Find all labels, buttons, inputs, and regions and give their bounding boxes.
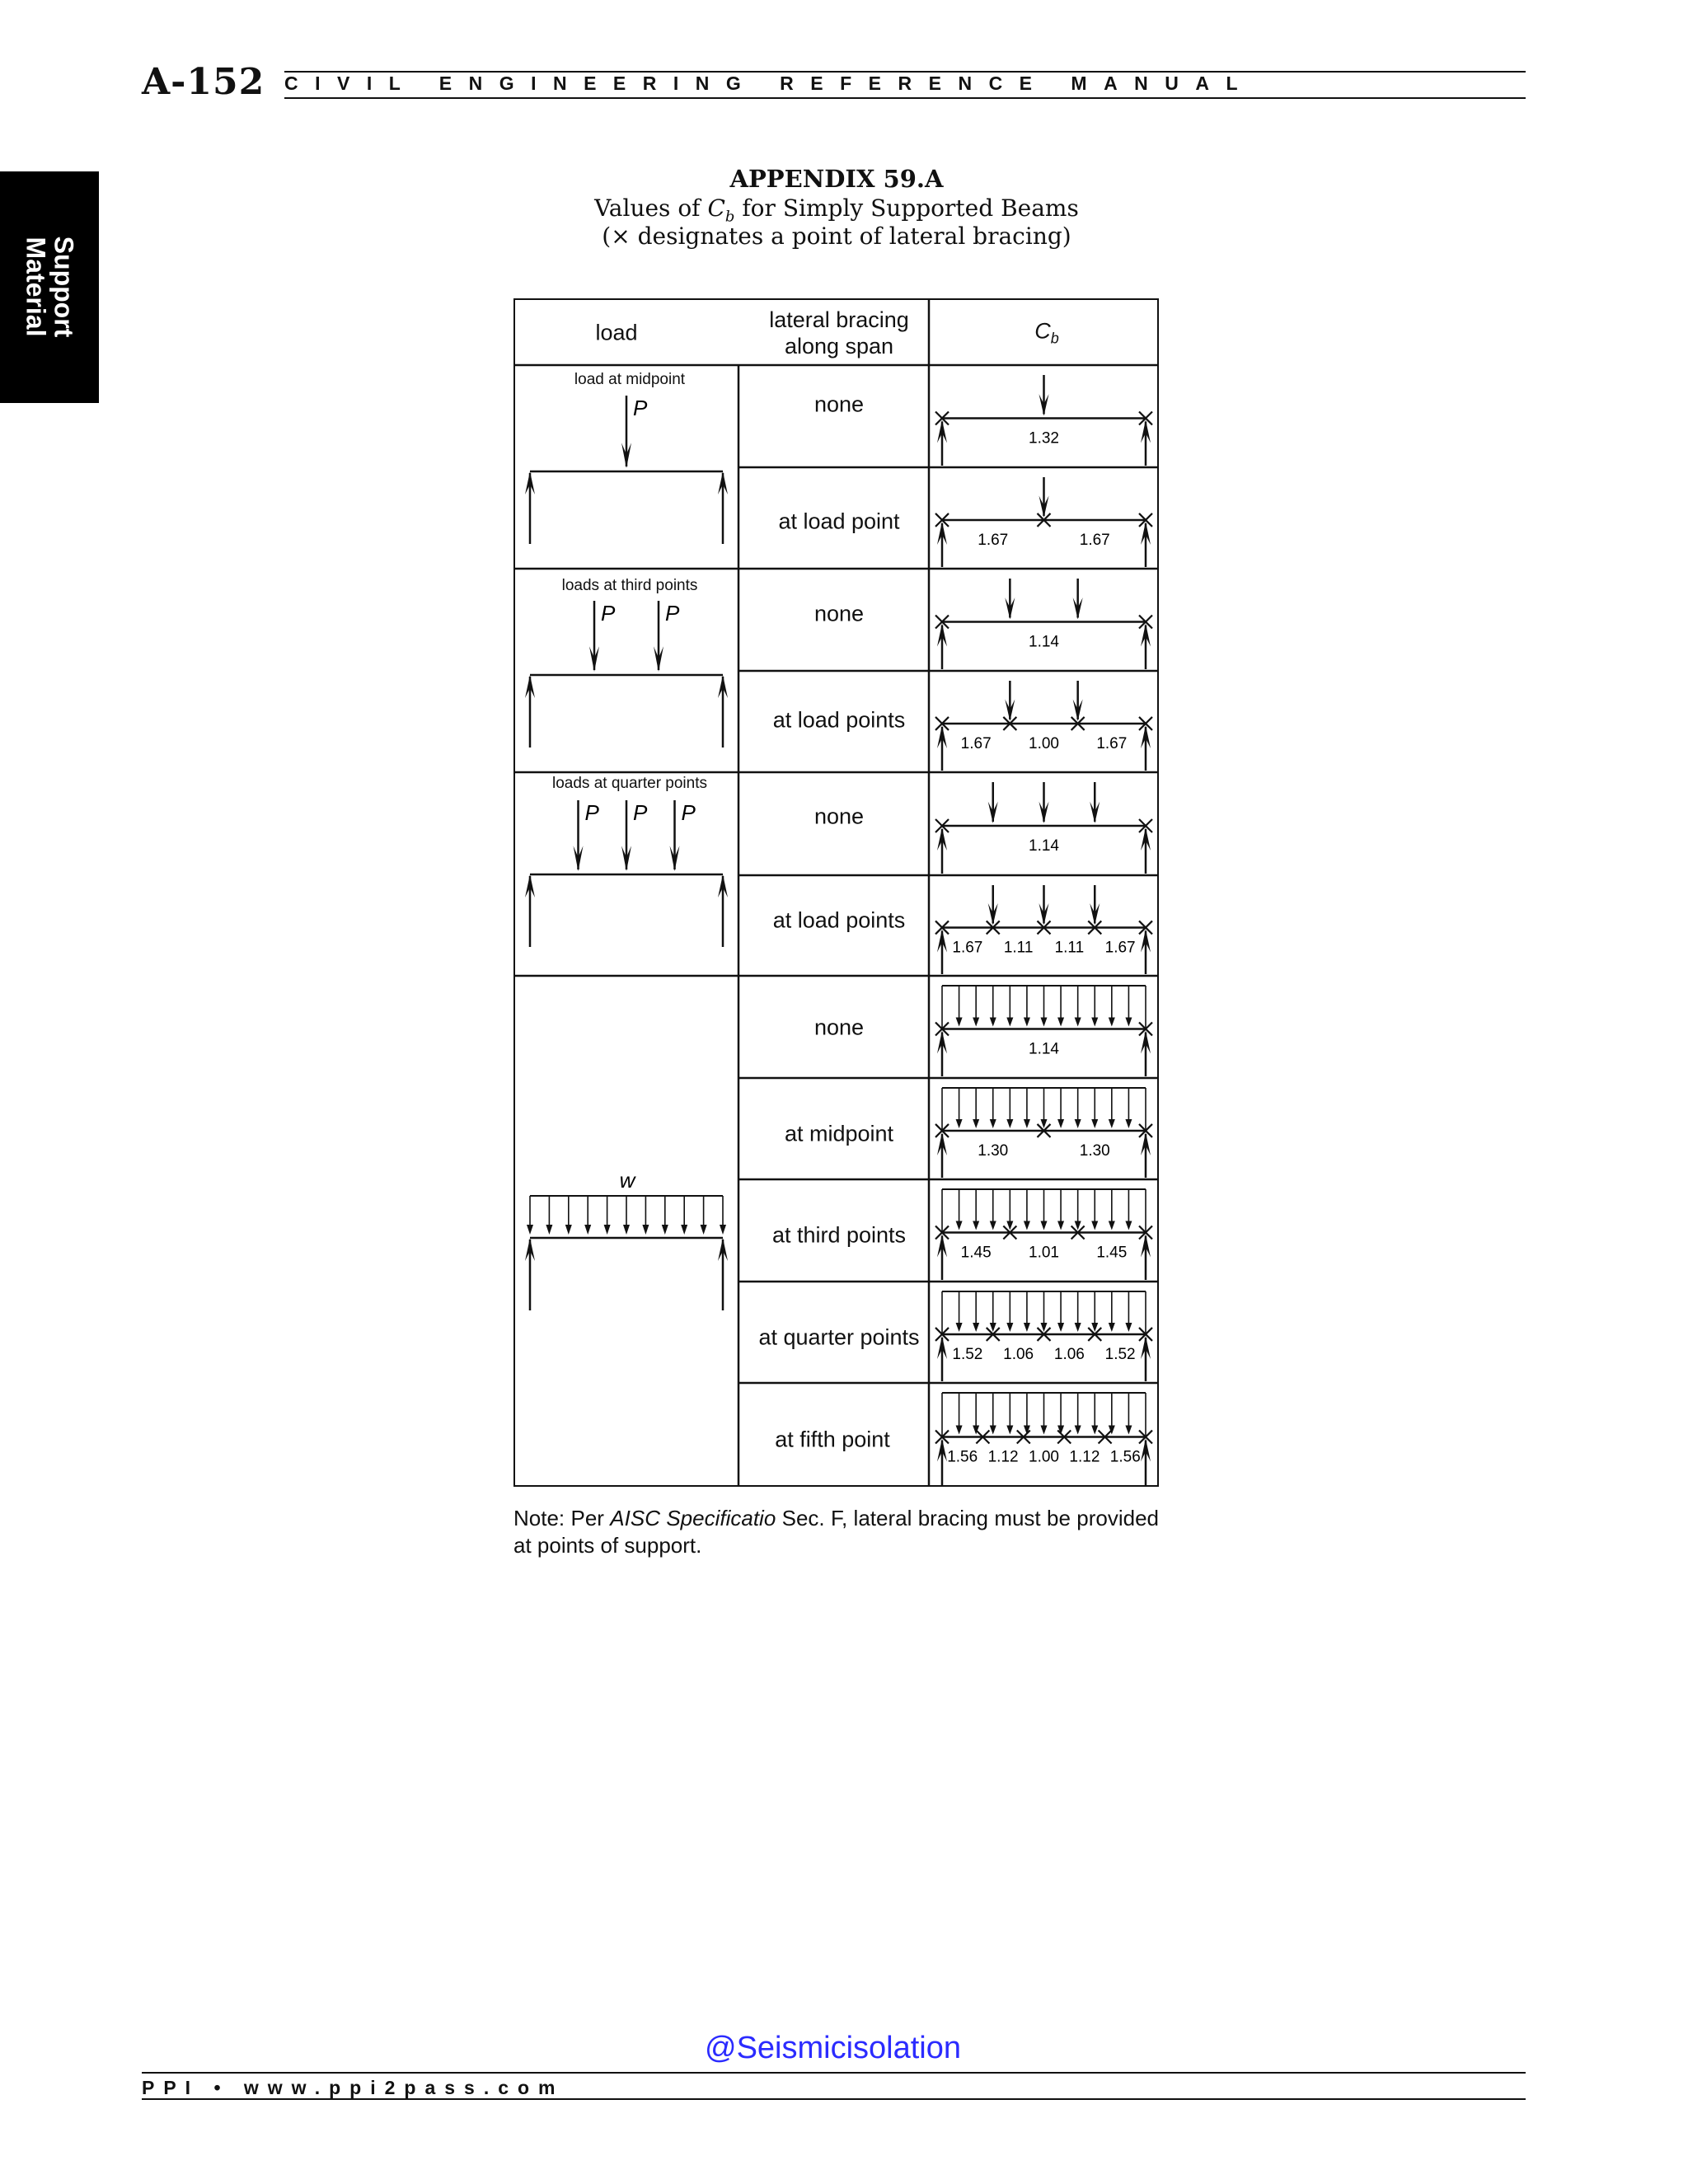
page-number: A-152 <box>142 61 265 103</box>
side-tab-label <box>21 237 77 338</box>
distributed-load-arrow-head <box>955 1425 962 1434</box>
running-header: CIVIL ENGINEERING REFERENCE MANUAL <box>284 73 1255 94</box>
cb-value: 1.30 <box>1079 1141 1110 1160</box>
bracing-label: at fifth point <box>775 1427 890 1452</box>
cb-value: 1.56 <box>946 1448 978 1466</box>
cb-value: 1.67 <box>977 531 1008 549</box>
distributed-load-arrow-head <box>1125 1221 1132 1230</box>
distributed-load-arrow-head <box>955 1017 962 1026</box>
load-symbol: P <box>664 600 679 626</box>
cb-value: 1.12 <box>987 1448 1019 1466</box>
cb-value: 1.00 <box>1028 1448 1059 1466</box>
appendix-subtitle <box>495 194 1179 226</box>
distributed-load-arrow-head <box>720 1225 726 1235</box>
distributed-load-arrow-head <box>1040 1017 1047 1026</box>
distributed-load-arrow-head <box>623 1225 630 1235</box>
distributed-load-arrow-head <box>1125 1425 1132 1434</box>
distributed-load-arrow-head <box>1057 1017 1064 1026</box>
distributed-load-arrow-head <box>546 1225 552 1235</box>
distributed-load-arrow-head <box>1040 1221 1047 1230</box>
distributed-load-arrow-head <box>1091 1118 1098 1127</box>
bracing-label: at quarter points <box>758 1324 920 1350</box>
distributed-load-arrow-head <box>989 1322 996 1331</box>
cb-value: 1.00 <box>1028 734 1059 752</box>
distributed-load-arrow-head <box>565 1225 571 1235</box>
cb-value: 1.45 <box>960 1243 992 1261</box>
cb-value: 1.45 <box>1095 1243 1127 1261</box>
bracing-label: at load points <box>772 707 906 733</box>
distributed-load-arrow-head <box>1074 1017 1081 1026</box>
distributed-load-arrow-head <box>1074 1221 1081 1230</box>
subtitle-prefix: Values of <box>594 194 708 222</box>
side-tab-line1: Support <box>49 236 79 338</box>
subtitle-suffix: for Simply Supported Beams <box>734 194 1079 222</box>
bracing-label: none <box>814 804 865 829</box>
cb-table <box>513 298 1159 1487</box>
distributed-load-arrow-head <box>989 1017 996 1026</box>
bracing-label: at load points <box>772 907 906 933</box>
distributed-load-arrow-head <box>1074 1118 1081 1127</box>
distributed-load-arrow-head <box>989 1221 996 1230</box>
cb-value: 1.67 <box>1104 938 1136 956</box>
distributed-load-arrow-head <box>1006 1425 1013 1434</box>
footer: PPI • www.ppi2pass.com <box>142 2077 565 2098</box>
distributed-load-arrow-head <box>1074 1322 1081 1331</box>
subtitle-symbol: C <box>707 194 725 222</box>
load-case-label: load at midpoint <box>574 371 686 388</box>
load-case-label: loads at quarter points <box>551 775 708 792</box>
distributed-load-arrow-head <box>1125 1322 1132 1331</box>
distributed-load-arrow-head <box>989 1425 996 1434</box>
cb-value: 1.52 <box>1104 1345 1136 1363</box>
distributed-load-arrow-head <box>603 1225 610 1235</box>
distributed-load-arrow-head <box>973 1017 979 1026</box>
header-load: load <box>595 320 638 345</box>
cb-value: 1.11 <box>1003 938 1033 956</box>
distributed-load-arrow-head <box>955 1322 962 1331</box>
distributed-load-arrow-head <box>955 1118 962 1127</box>
distributed-load-arrow-head <box>989 1118 996 1127</box>
cb-value: 1.52 <box>951 1345 982 1363</box>
cb-value: 1.06 <box>1053 1345 1085 1363</box>
appendix-subtitle-2: (× designates a point of lateral bracing) <box>602 223 1071 250</box>
distributed-load-arrow-head <box>681 1225 687 1235</box>
load-case-label: loads at third points <box>561 577 698 594</box>
cb-value: 1.14 <box>1028 1039 1059 1057</box>
distributed-load-arrow-head <box>1057 1118 1064 1127</box>
distributed-load-arrow-head <box>1108 1118 1114 1127</box>
distributed-load-arrow-head <box>1006 1017 1013 1026</box>
load-symbol: P <box>632 799 647 825</box>
distributed-load-arrow-head <box>1040 1322 1047 1331</box>
distributed-load-arrow-head <box>955 1221 962 1230</box>
header-cb-symbol: C <box>1034 318 1051 344</box>
load-symbol: w <box>619 1167 635 1193</box>
load-symbol: P <box>632 395 647 420</box>
subtitle-subscript: b <box>724 208 735 226</box>
distributed-load-arrow-head <box>1125 1017 1132 1026</box>
load-symbol: P <box>600 600 615 626</box>
distributed-load-arrow-head <box>1057 1221 1064 1230</box>
distributed-load-arrow-head <box>1006 1322 1013 1331</box>
watermark: @Seismicisolation <box>705 2031 962 2065</box>
cb-value: 1.67 <box>951 938 982 956</box>
distributed-load-arrow-head <box>973 1118 979 1127</box>
bracing-label: at load point <box>778 509 900 534</box>
cb-value: 1.14 <box>1028 632 1059 650</box>
side-tab-line2: Material <box>21 237 51 337</box>
header-rule-bottom <box>284 97 1526 99</box>
distributed-load-arrow-head <box>1023 1017 1029 1026</box>
distributed-load-arrow-head <box>1040 1118 1047 1127</box>
distributed-load-arrow-head <box>700 1225 706 1235</box>
distributed-load-arrow-head <box>1108 1322 1114 1331</box>
distributed-load-arrow-head <box>584 1225 591 1235</box>
bracing-label: at midpoint <box>784 1121 894 1146</box>
distributed-load-arrow-head <box>1074 1425 1081 1434</box>
header-bracing-line2: along span <box>784 334 894 359</box>
header-bracing-line1: lateral bracing <box>769 307 909 332</box>
cb-value: 1.11 <box>1054 938 1084 956</box>
distributed-load-arrow-head <box>1108 1221 1114 1230</box>
distributed-load-arrow-head <box>1023 1118 1029 1127</box>
cb-value: 1.56 <box>1109 1448 1141 1466</box>
load-symbol: P <box>584 799 599 825</box>
distributed-load-arrow-head <box>1091 1425 1098 1434</box>
cb-value: 1.06 <box>1002 1345 1034 1363</box>
bracing-label: none <box>814 1015 865 1040</box>
cb-value: 1.67 <box>1095 734 1127 752</box>
note-italic: AISC Specificatio <box>610 1506 776 1530</box>
distributed-load-arrow-head <box>1006 1118 1013 1127</box>
distributed-load-arrow-head <box>1091 1221 1098 1230</box>
distributed-load-arrow-head <box>527 1225 533 1235</box>
beam-diagrams <box>513 298 1159 1487</box>
cb-value: 1.30 <box>977 1141 1008 1160</box>
distributed-load-arrow-head <box>1091 1322 1098 1331</box>
load-symbol: P <box>681 799 696 825</box>
footer-rule-top <box>142 2072 1526 2074</box>
cb-value: 1.14 <box>1028 837 1059 855</box>
header-cb-subscript: b <box>1050 330 1059 347</box>
cb-value: 1.32 <box>1028 429 1059 447</box>
distributed-load-arrow-head <box>1057 1322 1064 1331</box>
appendix-title: APPENDIX 59.A <box>729 165 944 193</box>
bracing-label: none <box>814 391 865 417</box>
distributed-load-arrow-head <box>1108 1017 1114 1026</box>
distributed-load-arrow-head <box>1040 1425 1047 1434</box>
distributed-load-arrow-head <box>1091 1017 1098 1026</box>
note-prefix: Note: Per <box>513 1506 611 1530</box>
distributed-load-arrow-head <box>973 1221 979 1230</box>
cb-value: 1.01 <box>1028 1243 1059 1261</box>
cb-value: 1.12 <box>1068 1448 1100 1466</box>
note-suffix: Sec. F, lateral bracing must be provided at points of support. <box>513 1506 1159 1558</box>
distributed-load-arrow-head <box>661 1225 668 1235</box>
distributed-load-arrow-head <box>642 1225 649 1235</box>
distributed-load-arrow-head <box>1023 1322 1029 1331</box>
distributed-load-arrow-head <box>1023 1221 1029 1230</box>
header-rule-top <box>284 71 1526 73</box>
cb-value: 1.67 <box>960 734 992 752</box>
bracing-label: none <box>814 601 865 626</box>
table-note <box>513 1505 1159 1559</box>
distributed-load-arrow-head <box>973 1322 979 1331</box>
cb-value: 1.67 <box>1079 531 1110 549</box>
distributed-load-arrow-head <box>1006 1221 1013 1230</box>
distributed-load-arrow-head <box>1125 1118 1132 1127</box>
bracing-label: at third points <box>771 1222 907 1248</box>
